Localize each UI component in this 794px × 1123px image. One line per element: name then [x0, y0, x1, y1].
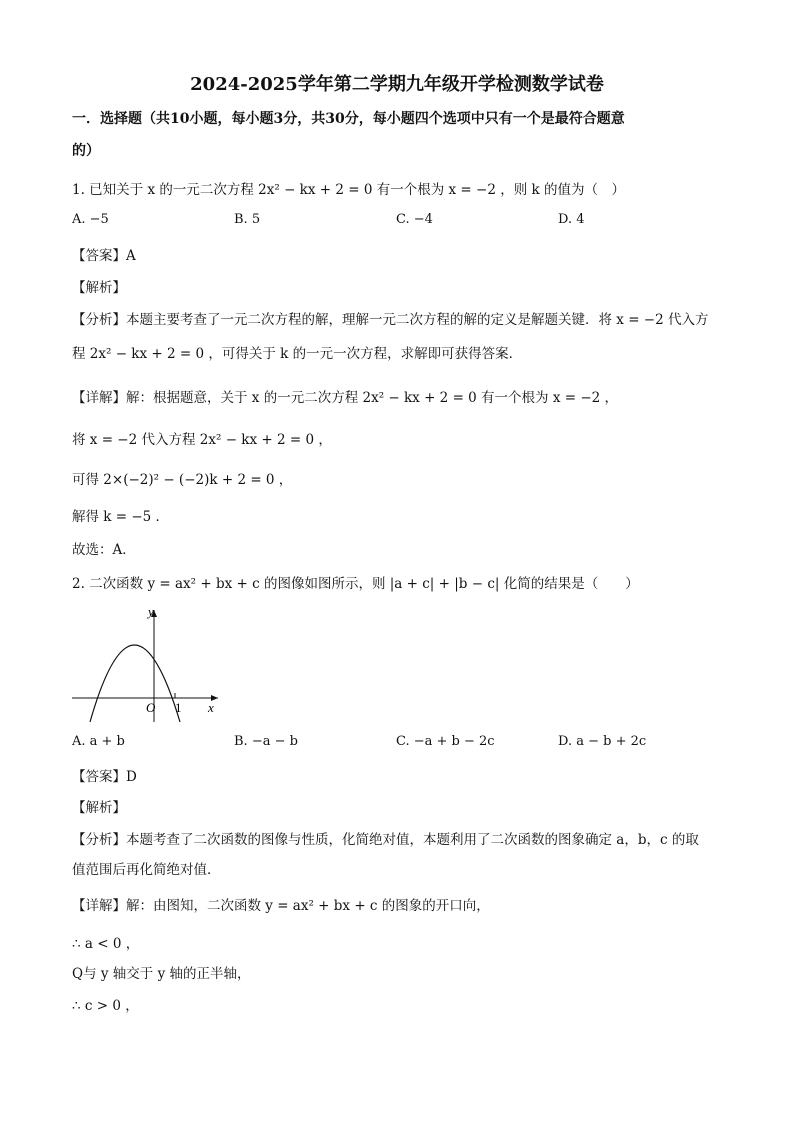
- q1-detail-line3: 可得 2×(−2)² − (−2)k + 2 = 0 ，: [72, 472, 293, 488]
- q2-option-a: A. a + b: [72, 734, 125, 749]
- q1-option-a: A. −5: [72, 212, 109, 227]
- page-title: 2024-2025学年第二学期九年级开学检测数学试卷: [190, 74, 604, 95]
- parabola-curve: [90, 645, 180, 722]
- q2-stem: 2. 二次函数 y = ax² + bx + c 的图像如图所示，则 |a + c| + |b − c| 化简的结果是（ ）: [72, 576, 639, 592]
- q1-option-c: C. −4: [396, 212, 433, 227]
- q2-detail-line1: 【详解】解：由图知，二次函数 y = ax² + bx + c 的图象的开口向，: [72, 898, 490, 914]
- q2-option-d: D. a − b + 2c: [558, 734, 647, 749]
- q2-option-c: C. −a + b − 2c: [396, 734, 495, 749]
- q2-detail-line4: ∴ c > 0 ，: [72, 998, 139, 1014]
- parabola-graph: [72, 606, 222, 724]
- x-axis-label: x: [208, 700, 214, 715]
- q2-detail-line2: ∴ a < 0 ，: [72, 936, 140, 952]
- section-heading-line1: 一．选择题（共10小题，每小题3分，共30分，每小题四个选项中只有一个是最符合题意: [72, 111, 625, 127]
- origin-label: O: [146, 700, 156, 715]
- q1-detail-line1: 【详解】解：根据题意，关于 x 的一元二次方程 2x² − kx + 2 = 0 有一个根为 x = −2 ，: [72, 390, 619, 406]
- q1-detail-line5: 故选：A．: [72, 542, 136, 558]
- q1-stem: 1. 已知关于 x 的一元二次方程 2x² − kx + 2 = 0 有一个根为 x = −2 ，则 k 的值为（ ）: [72, 182, 625, 198]
- section-heading-line2: 的）: [72, 143, 100, 159]
- q2-option-b: B. −a − b: [234, 734, 298, 749]
- q1-analysis-line1: 【分析】本题主要考查了一元二次方程的解，理解一元二次方程的解的定义是解题关键．将 x = −2 代入方: [72, 312, 709, 328]
- q1-analysis-line2: 程 2x² − kx + 2 = 0 ，可得关于 k 的一元一次方程，求解即可获得答案．: [72, 346, 523, 362]
- q1-option-b: B. 5: [234, 212, 261, 227]
- q2-analysis-line1: 【分析】本题考查了二次函数的图像与性质，化简绝对值，本题利用了二次函数的图象确定 a，b，c 的取: [72, 832, 699, 848]
- q1-option-d: D. 4: [558, 212, 585, 227]
- q1-detail-line2: 将 x = −2 代入方程 2x² − kx + 2 = 0 ，: [72, 432, 332, 448]
- y-axis-label: y: [148, 606, 154, 619]
- q2-answer: 【答案】D: [72, 769, 137, 785]
- x-tick-label-1: 1: [175, 700, 182, 715]
- q2-analysis-line2: 值范围后再化简绝对值．: [72, 862, 221, 878]
- q1-analysis-tag: 【解析】: [72, 280, 126, 296]
- q1-answer: 【答案】A: [72, 248, 136, 264]
- q2-detail-line3: Q与 y 轴交于 y 轴的正半轴，: [72, 966, 251, 982]
- q1-detail-line4: 解得 k = −5 ．: [72, 509, 170, 525]
- q2-analysis-tag: 【解析】: [72, 800, 126, 816]
